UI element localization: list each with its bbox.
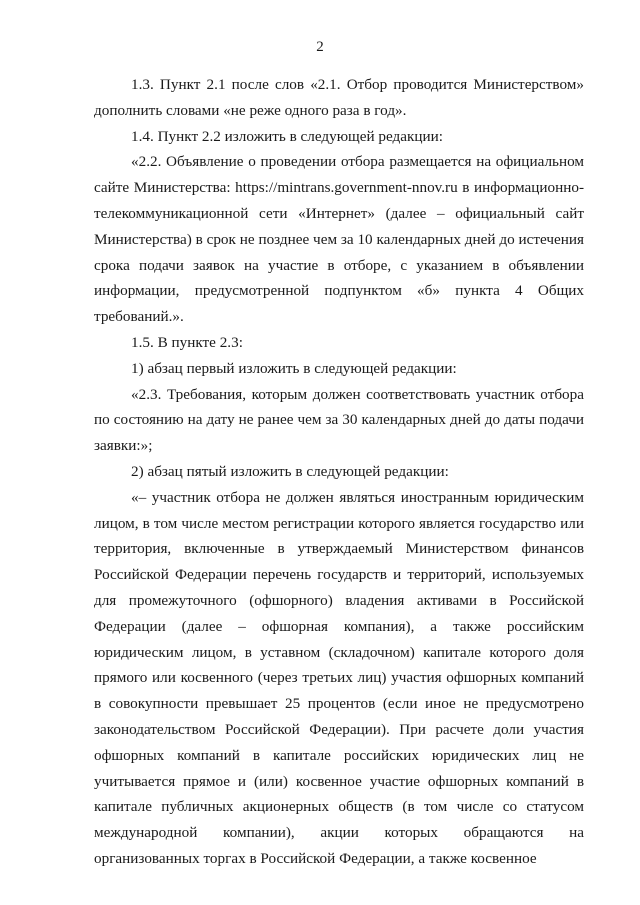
page-number: 2 (316, 39, 324, 55)
document-body (94, 72, 584, 872)
paragraph-2-3-quote: «2.3. Требования, которым должен соответствовать участник отбора по состоянию на дату не ранее чем за 30 календарных дней до даты подачи заявки:»; (94, 385, 584, 455)
paragraph-1-5: 1.5. В пункте 2.3: (131, 333, 243, 351)
paragraph-1-4: 1.4. Пункт 2.2 изложить в следующей редакции: (131, 127, 444, 145)
paragraph-item-2: 2) абзац пятый изложить в следующей редакции: (131, 462, 449, 480)
paragraph-item-1: 1) абзац первый изложить в следующей редакции: (131, 359, 457, 377)
paragraph-1-3: 1.3. Пункт 2.1 после слов «2.1. Отбор проводится Министерством» дополнить словами «не реже одного раза в год». (94, 76, 584, 119)
paragraph-offshore-quote: «– участник отбора не должен являться иностранным юридическим лицом, в том числе местом регистрации которого является государство или территория, включенные в утверждаемый Министерством финансов Российской Федерации перечень государств и территорий, используемых для промежуточного (офшорного) владения активами в Российской Федерации (далее – офшорная компания), а также российским юридическим лицом, в уставном (складочном) капитале которого доля прямого или косвенного (через третьих лиц) участия офшорных компаний в совокупности превышает 25 процентов (если иное не предусмотрено законодательством Российской Федерации). При расчете доли участия офшорных компаний в капитале российских юридических лиц не учитывается прямое и (или) косвенное участие офшорных компаний в капитале публичных акционерных обществ (в том числе со статусом международной компании), акции которых обращаются на организованных торгах в Российской Федерации, а также косвенное (94, 488, 584, 867)
paragraph-2-2-quote: «2.2. Объявление о проведении отбора размещается на официальном сайте Министерства: https://mintrans.government-nnov.ru в информационно-телекоммуникационной сети «Интернет» (далее – официальный сайт Министерства) в срок не позднее чем за 10 календарных дней до истечения срока подачи заявок на участие в отборе, с указанием в объявлении информации, предусмотренной подпунктом «б» пункта 4 Общих требований.». (94, 153, 584, 326)
